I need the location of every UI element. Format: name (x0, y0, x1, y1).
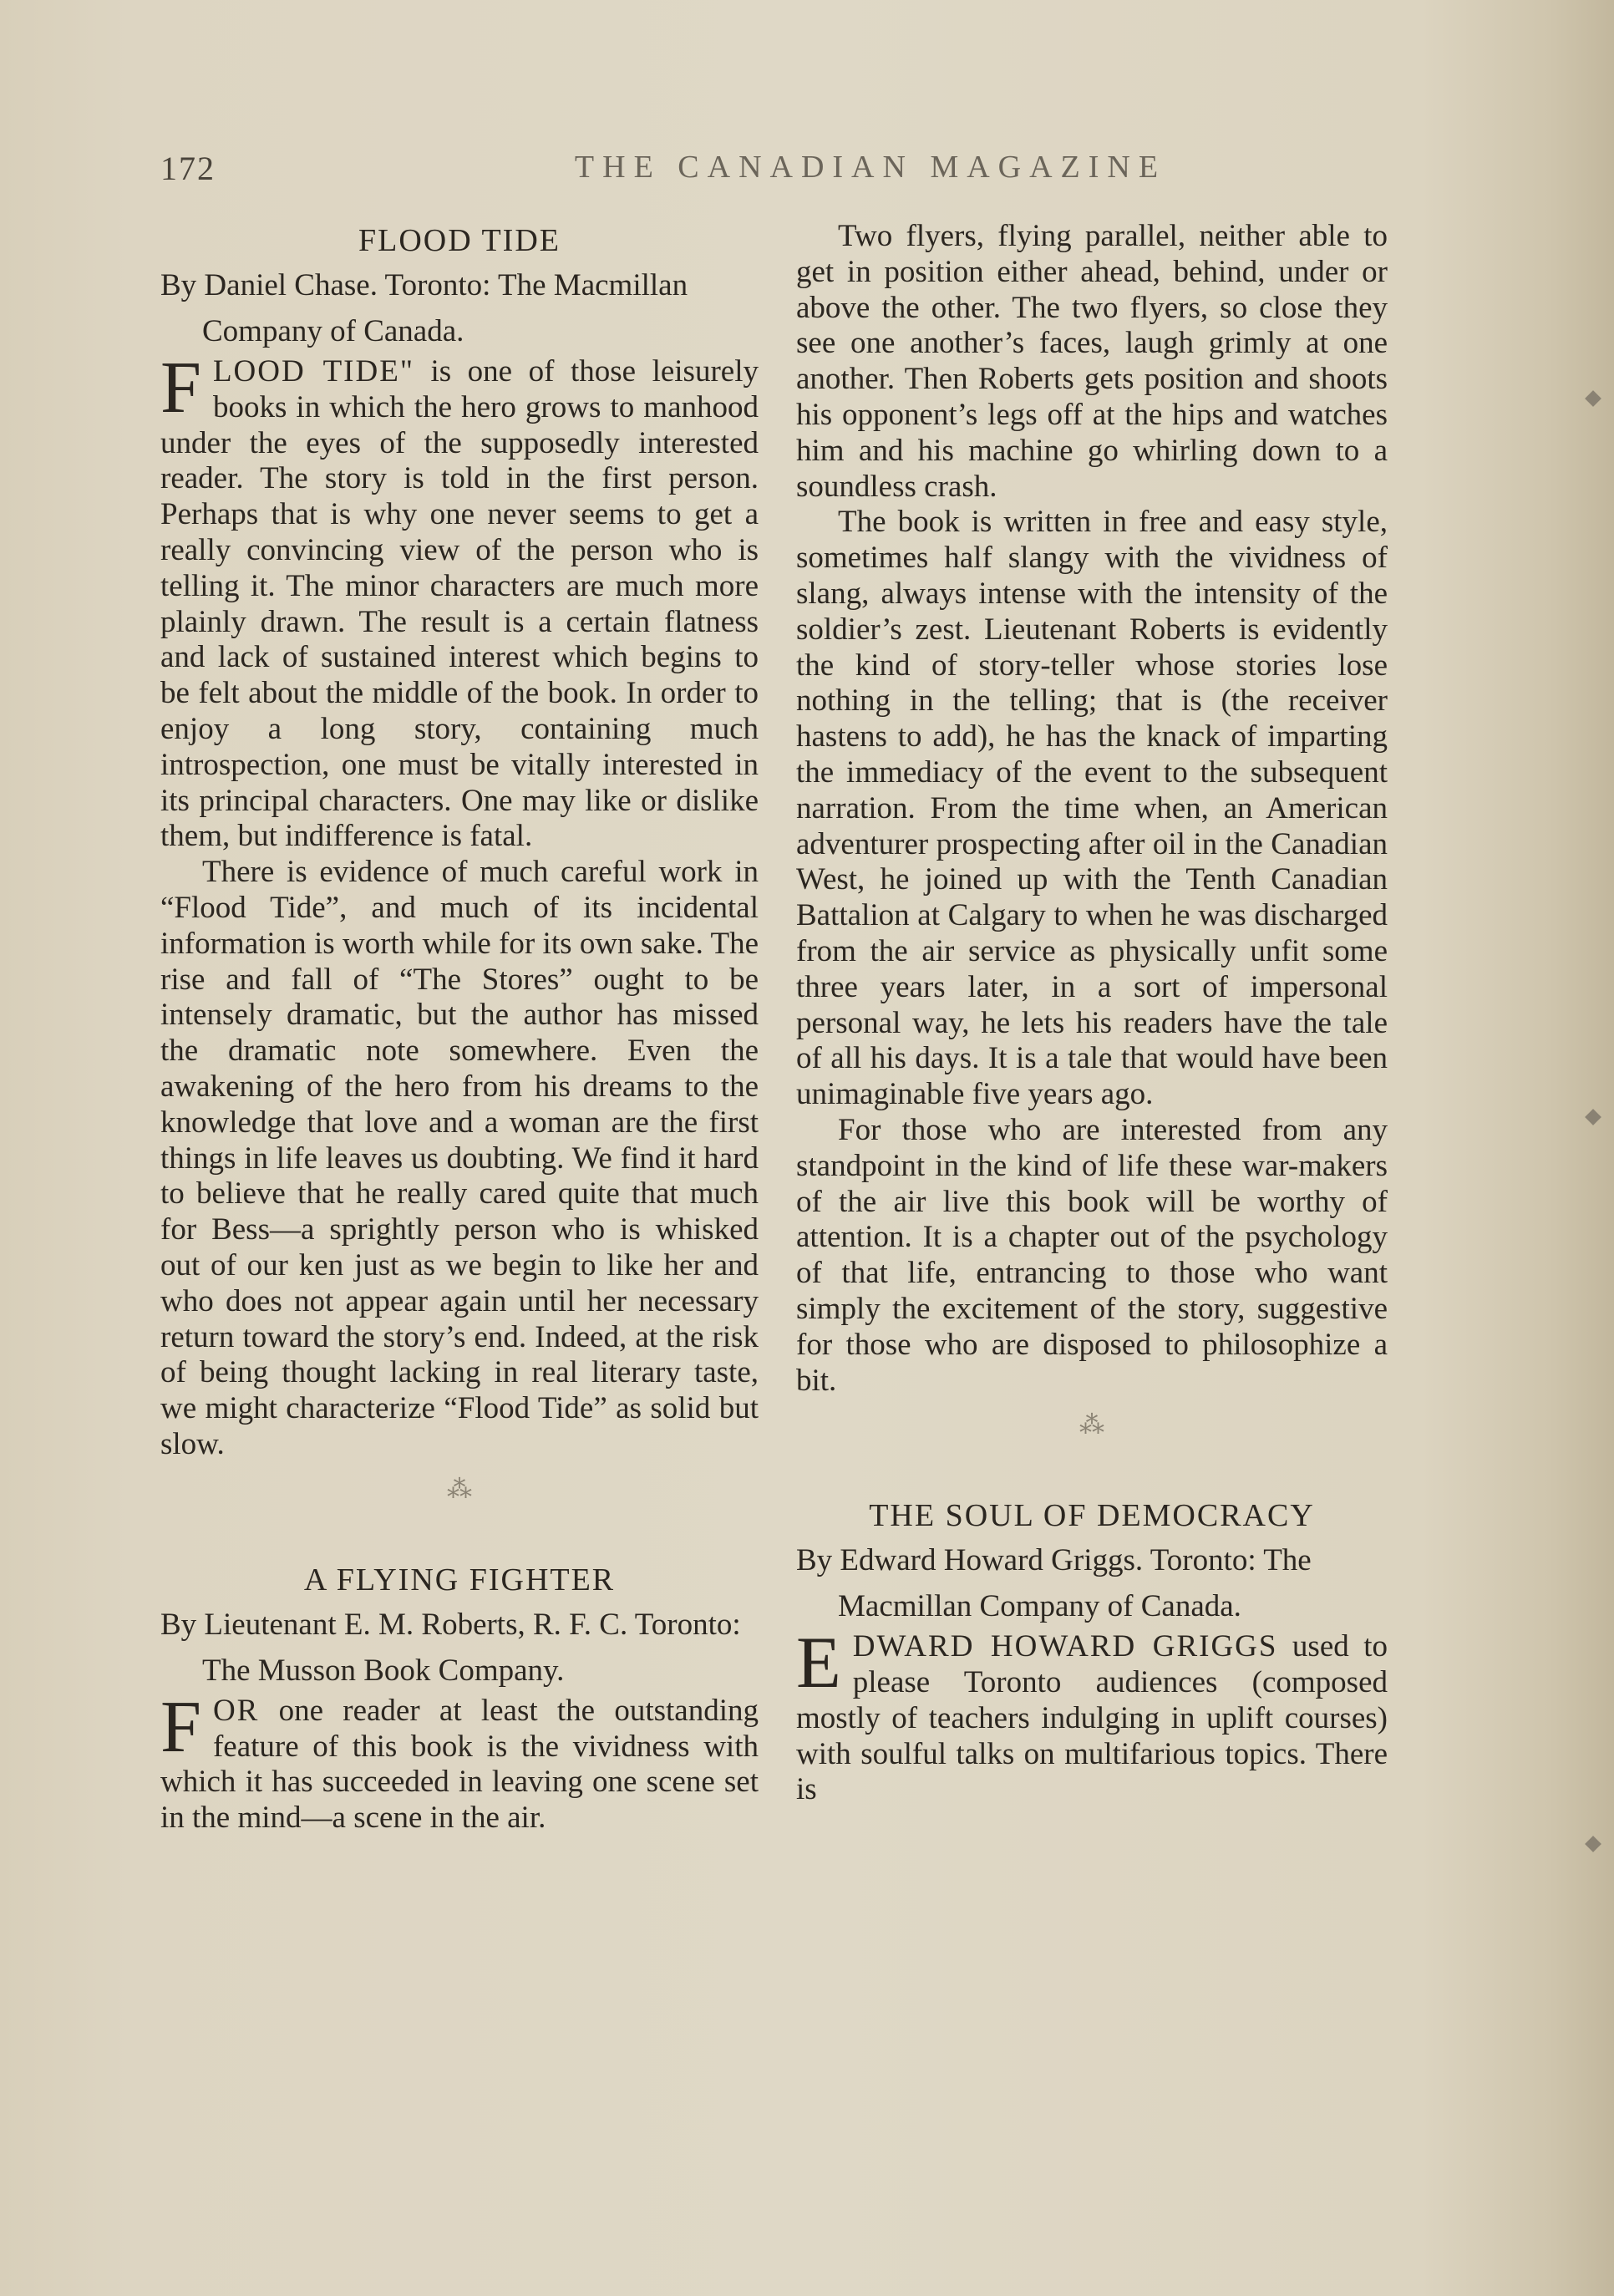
drop-cap: F (160, 348, 201, 429)
review-paragraph (160, 348, 759, 855)
lead-in: OR (212, 1693, 260, 1728)
review-paragraph: There is evidence of much careful work in “Flood Tide”, and much of its incidental information is worth while for its own sake. The rise and fall of “The Stores” ought to be intensely dramatic, but the author has missed the dramatic note somewhere. Even the awakening of the hero from his dreams to the knowledge that love and a woman are the first things in life leaves us doubting. We find it hard to believe that he really cared quite that much for Bess—a sprightly person who is whisked out of our ken just as we begin to like her and who does not appear again until her necessary return toward the story’s end. Indeed, at the risk of being thought lacking in real literary taste, we might characterize “Flood Tide” as solid but slow. (160, 855, 759, 1461)
review-paragraph (796, 1623, 1388, 1808)
section-ornament: ⁂ (447, 1475, 472, 1503)
review-byline-flood-tide: By Daniel Chase. Toronto: The Macmillan Company of Canada. (160, 268, 688, 348)
binding-mark (1585, 1109, 1601, 1125)
review-paragraph: The book is written in free and easy style, sometimes half slangy with the vividness of slang, always intense with the intensity of the soldier’s zest. Lieutenant Roberts is evidently the kind of story-teller whose stories lose nothing in the telling; that is (the receiver hastens to add), he has the knack of imparting the immediacy of the event to the subsequent narration. From the time when, an American adventurer prospecting after oil in the Canadian West, he joined up with the Tenth Canadian Battalion at Calgary to when he was discharged from the air service as physically unfit some three years later, in a sort of impersonal personal way, he lets his readers have the tale of all his days. It is a tale that would have been unimaginable five years ago. (796, 505, 1388, 1112)
page-header (160, 149, 1530, 199)
section-ornament: ⁂ (1079, 1411, 1104, 1440)
review-paragraph (160, 1686, 759, 1836)
review-title-flood-tide: FLOOD TIDE (358, 223, 561, 258)
review-title-flying-fighter: A FLYING FIGHTER (303, 1562, 616, 1598)
review-paragraph: Two flyers, flying parallel, neither able to get in position either ahead, behind, under or above the other. The two flyers, so close they see one another’s faces, laugh grimly at one another. Then Roberts gets position and shoots his opponent’s legs off at the hips and watches him and his machine go whirling down to a soundless crash. (796, 219, 1388, 504)
review-title-soul-of-democracy: THE SOUL OF DEMOCRACY (869, 1498, 1315, 1534)
review-byline-flying-fighter: By Lieutenant E. M. Roberts, R. F. C. Toronto: The Musson Book Company. (160, 1607, 741, 1688)
running-head: THE CANADIAN MAGAZINE (574, 150, 1167, 185)
binding-mark (1585, 390, 1601, 407)
review-byline-soul-of-democracy: By Edward Howard Griggs. Toronto: The Macmillan Company of Canada. (796, 1543, 1312, 1624)
paragraph-text: one reader at least the outstanding feature of this book is the vividness with which it has succeeded in leaving one scene set in the mind—a scene in the air. (160, 1693, 759, 1836)
page-number: 172 (160, 150, 216, 187)
right-column (796, 219, 1388, 1808)
lead-in: LOOD TIDE" (212, 354, 414, 389)
paragraph-text: is one of those leisurely books in which the hero grows to manhood under the eyes of the supposedly interested reader. The story is told in the first person. Perhaps that is why one never seems to get a really convincing view of the person who is telling it. The minor characters are much more plainly drawn. The result is a certain flatness and lack of sustained interest which begins to be felt about the middle of the book. In order to enjoy a long story, containing much introspection, one must be vitally interested in its principal characters. One may like or dislike them, but indifference is fatal. (160, 354, 759, 854)
drop-cap: F (160, 1686, 201, 1768)
binding-mark (1585, 1836, 1601, 1852)
paragraph-text: used to please Toronto audiences (composed mostly of teachers indulging in uplift courses) with soulful talks on multifarious topics. There is (796, 1629, 1388, 1807)
review-paragraph: For those who are interested from any standpoint in the kind of life these war-makers of the air live this book will be worthy of attention. It is a chapter out of the psychology of that life, entrancing to those who want simply the excitement of the story, suggestive for those who are disposed to philosophize a bit. (796, 1112, 1388, 1398)
lead-in: DWARD HOWARD GRIGGS (852, 1629, 1278, 1664)
left-column (160, 219, 759, 1836)
drop-cap: E (796, 1623, 841, 1704)
